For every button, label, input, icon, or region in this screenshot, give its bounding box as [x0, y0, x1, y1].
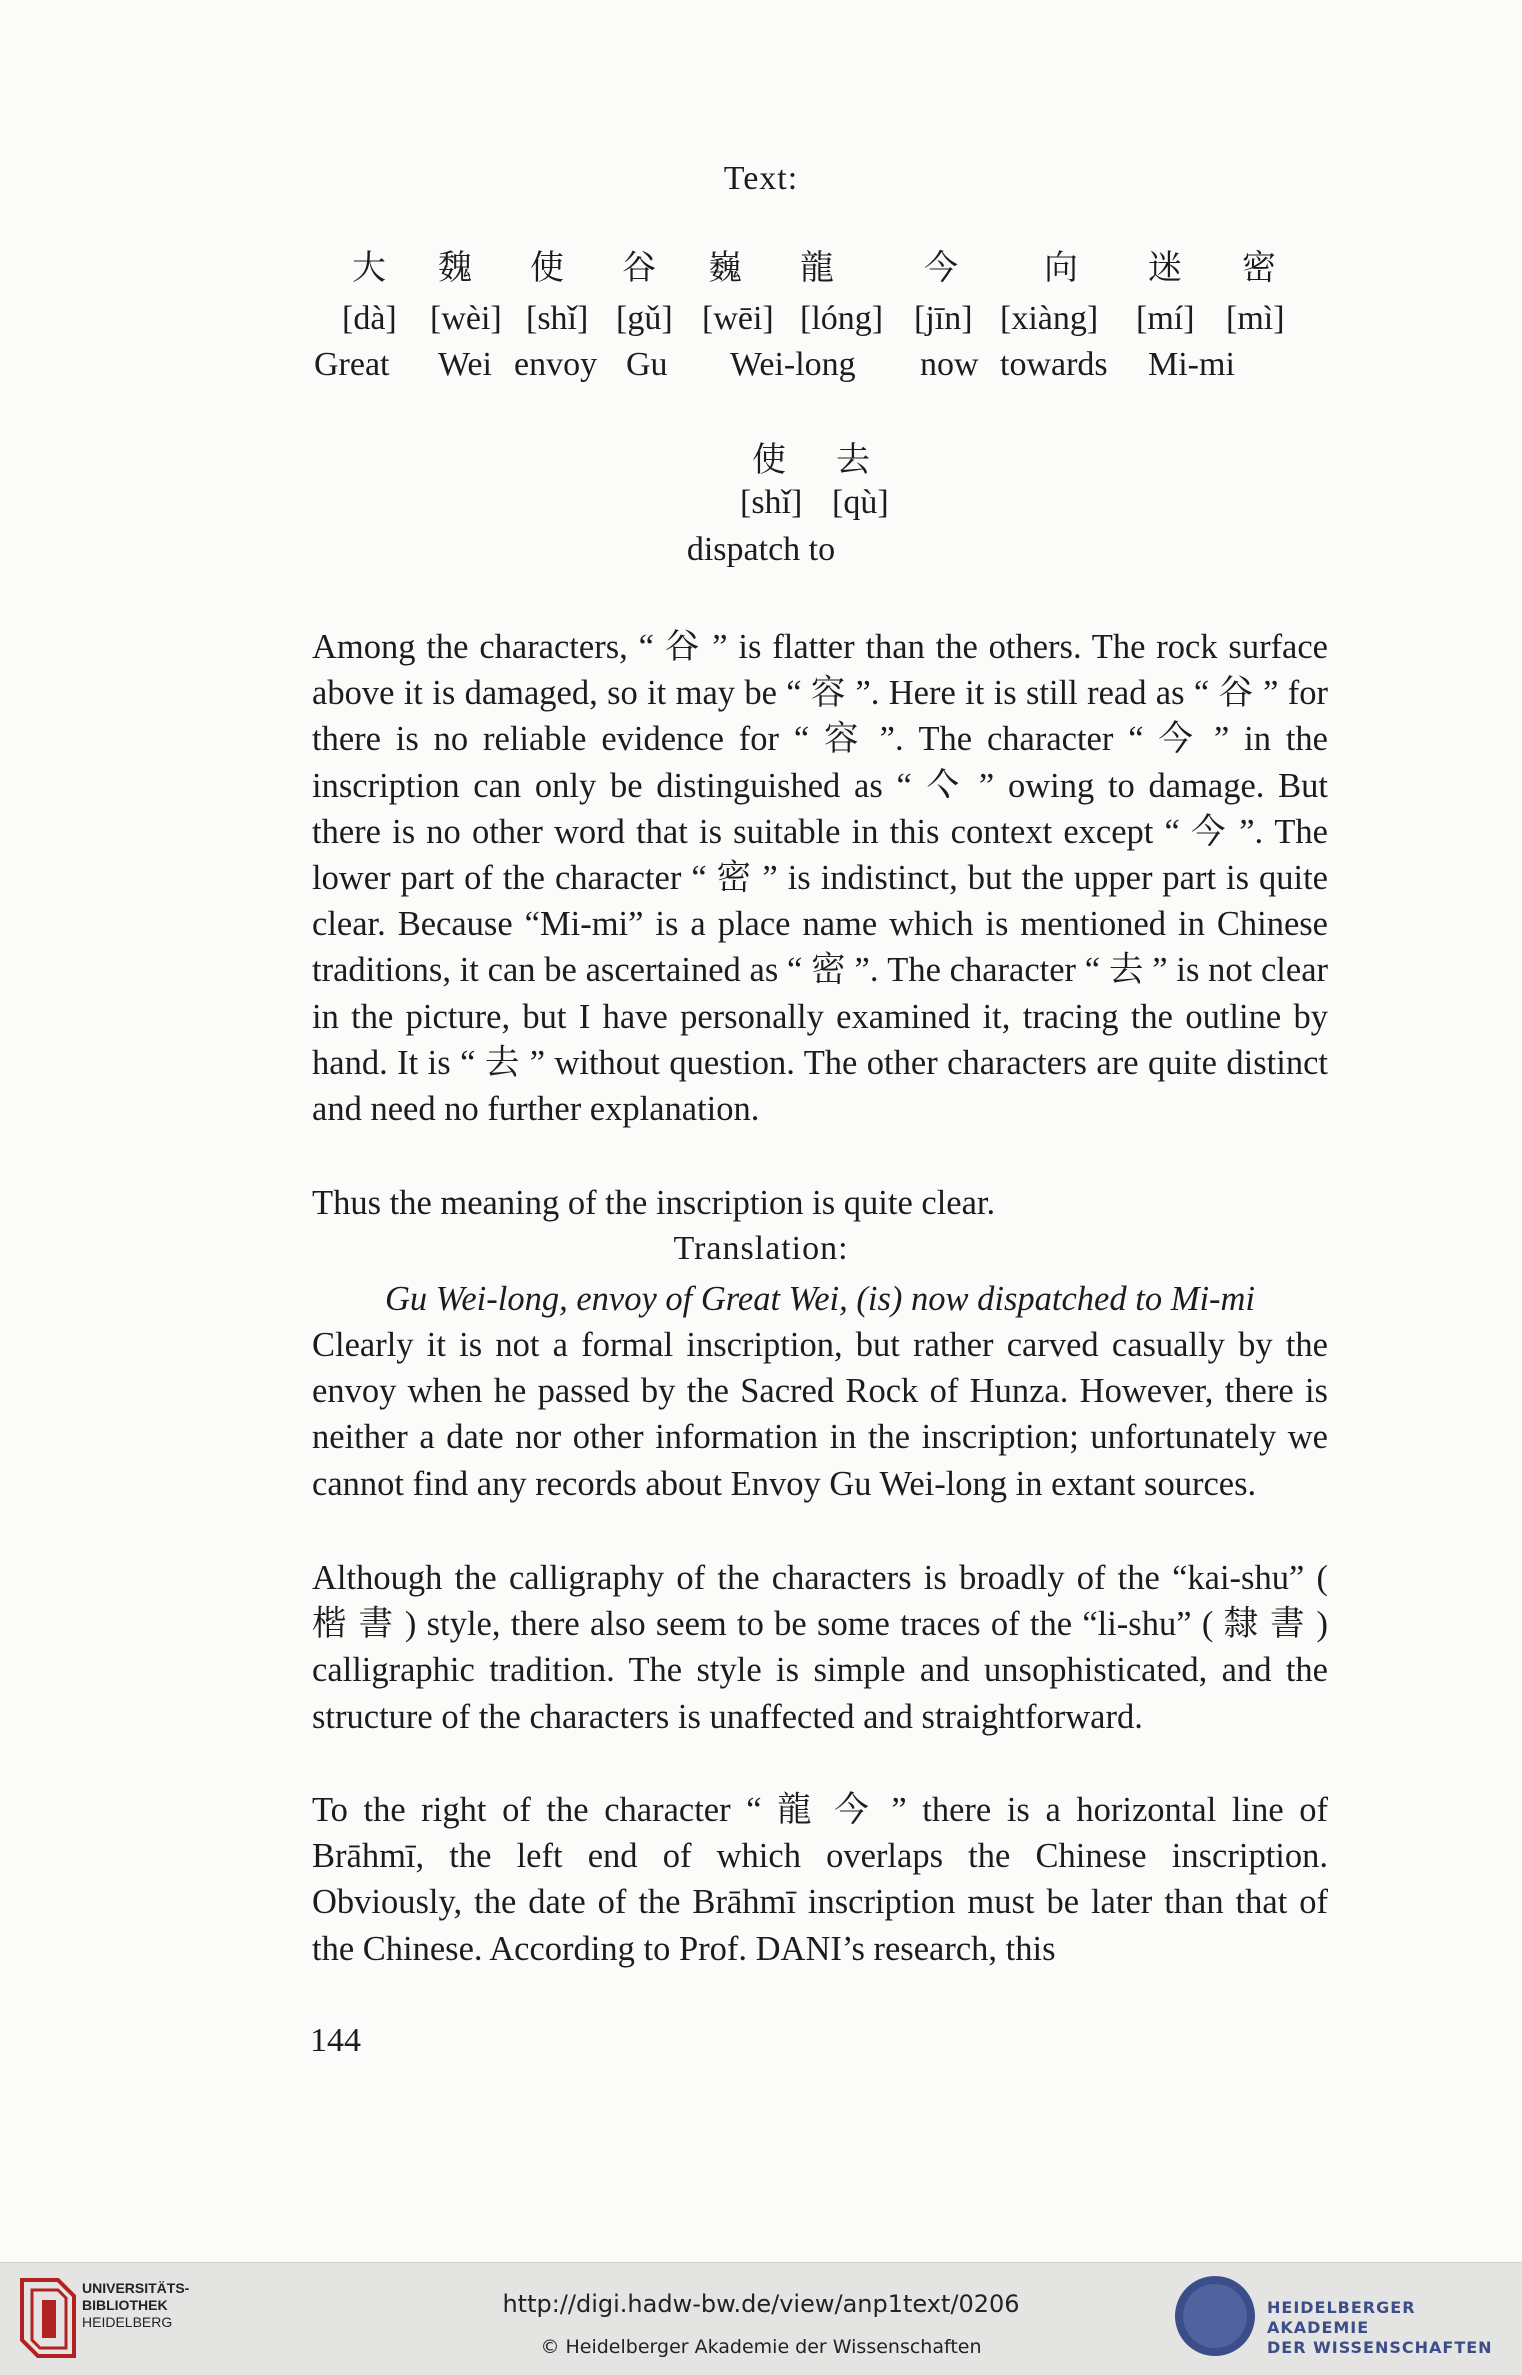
paragraph: To the right of the character “ 龍 今 ” there is a horizontal line of Brāhmī, the left end of which overlaps the Chinese inscription. Obviously, the date of the Brāhmī inscription must be later than that of the Chinese. According to Prof. DANI’s research, this: [312, 1791, 1328, 1968]
pinyin: [qù]: [832, 484, 889, 521]
library-name-line1: UNIVERSITÄTS-: [82, 2280, 190, 2296]
chars-row-2: [0, 432, 1522, 482]
hanzi: 密: [1242, 248, 1276, 288]
hanzi: 向: [1044, 248, 1078, 288]
gloss: towards: [1000, 346, 1108, 383]
pinyin: [mì]: [1226, 300, 1285, 337]
chars-row-1: [0, 240, 1522, 290]
hanzi: 魏: [438, 248, 472, 288]
academy-seal-icon: [1175, 2276, 1255, 2356]
gloss: Gu: [626, 346, 668, 383]
pinyin: [shǐ]: [526, 300, 589, 337]
gloss: envoy: [514, 346, 598, 383]
pinyin: [gǔ]: [616, 300, 673, 337]
pinyin: [lóng]: [800, 300, 884, 337]
pinyin: [dà]: [342, 300, 397, 337]
pinyin: [shǐ]: [740, 484, 803, 521]
pinyin: [mí]: [1136, 300, 1195, 337]
hanzi: 使: [530, 248, 564, 288]
gloss: now: [920, 346, 979, 383]
paragraph: Among the characters, “ 谷 ” is flatter than the others. The rock surface above it is damaged, so it may be “ 容 ”. Here it is still read as “ 谷 ” for there is no reliable evidence for “ 容 ”. The character “ 今 ” in the inscription can only be distinguished as “ 亽 ” owing to damage. But there is no other word that is suitable in this context except “ 今 ”. The lower part of the character “ 密 ” is indistinct, but the upper part is quite clear. Because “Mi-mi” is a place name which is mentioned in Chinese traditions, it can be ascertained as “ 密 ”. The character “ 去 ” is not clear in the picture, but I have personally examined it, tracing the outline by hand. It is “ 去 ” without question. The other characters are quite distinct and need no further explanation.: [312, 628, 1328, 1129]
gloss: Wei: [438, 346, 492, 383]
academy-logo[interactable]: [1175, 2272, 1515, 2362]
paragraph: Clearly it is not a formal inscription, but rather carved casually by the envoy when he passed by the Sacred Rock of Hunza. However, there is neither a date nor other information in the inscription; unfortunately we cannot find any records about Envoy Gu Wei-long in extant sources.: [312, 1326, 1328, 1503]
pinyin-row-2: [0, 484, 1522, 534]
source-url-link[interactable]: http://digi.hadw-bw.de/view/anp1text/0206: [502, 2290, 1020, 2318]
pinyin-row-1: [0, 300, 1522, 350]
pinyin: [wēi]: [702, 300, 774, 337]
gloss-row-2: dispatch to: [686, 531, 836, 568]
translation-text: Gu Wei-long, envoy of Great Wei, (is) now dispatched to Mi-mi: [384, 1280, 1256, 1318]
gloss: Wei-long: [730, 346, 856, 383]
pinyin: [wèi]: [430, 300, 502, 337]
pinyin: [xiàng]: [1000, 300, 1099, 337]
copyright-notice: © Heidelberger Akademie der Wissenschaften: [540, 2336, 982, 2358]
hanzi: 龍: [800, 248, 834, 288]
academy-name-line1: HEIDELBERGER AKADEMIE: [1267, 2298, 1416, 2337]
paragraph: Although the calligraphy of the characters is broadly of the “kai-shu” ( 楷 書 ) style, there also seem to be some traces of the “li-shu” ( 隸 書 ) calligraphic tradition. The style is simple and unsophisticated, and the structure of the characters is unaffected and straightforward.: [312, 1559, 1328, 1736]
text-heading: Text:: [723, 160, 799, 197]
gloss: Great: [314, 346, 390, 383]
gloss-row-1: [0, 346, 1522, 396]
hanzi: 大: [352, 248, 386, 288]
gloss: Mi-mi: [1148, 346, 1235, 383]
hanzi: 今: [924, 248, 958, 288]
translation-heading: Translation:: [673, 1230, 849, 1267]
hanzi: 使: [752, 440, 786, 480]
hanzi: 去: [836, 440, 870, 480]
pinyin: [jīn]: [914, 300, 973, 337]
library-name-line3: HEIDELBERG: [82, 2314, 173, 2330]
paragraph: Thus the meaning of the inscription is quite clear.: [312, 1184, 996, 1222]
hanzi: 迷: [1148, 248, 1182, 288]
page-number: 144: [310, 2022, 361, 2059]
hanzi: 谷: [622, 248, 656, 288]
library-name-line2: BIBLIOTHEK: [82, 2297, 168, 2313]
academy-name-line2: DER WISSENSCHAFTEN: [1267, 2338, 1493, 2357]
hanzi: 巍: [708, 248, 742, 288]
